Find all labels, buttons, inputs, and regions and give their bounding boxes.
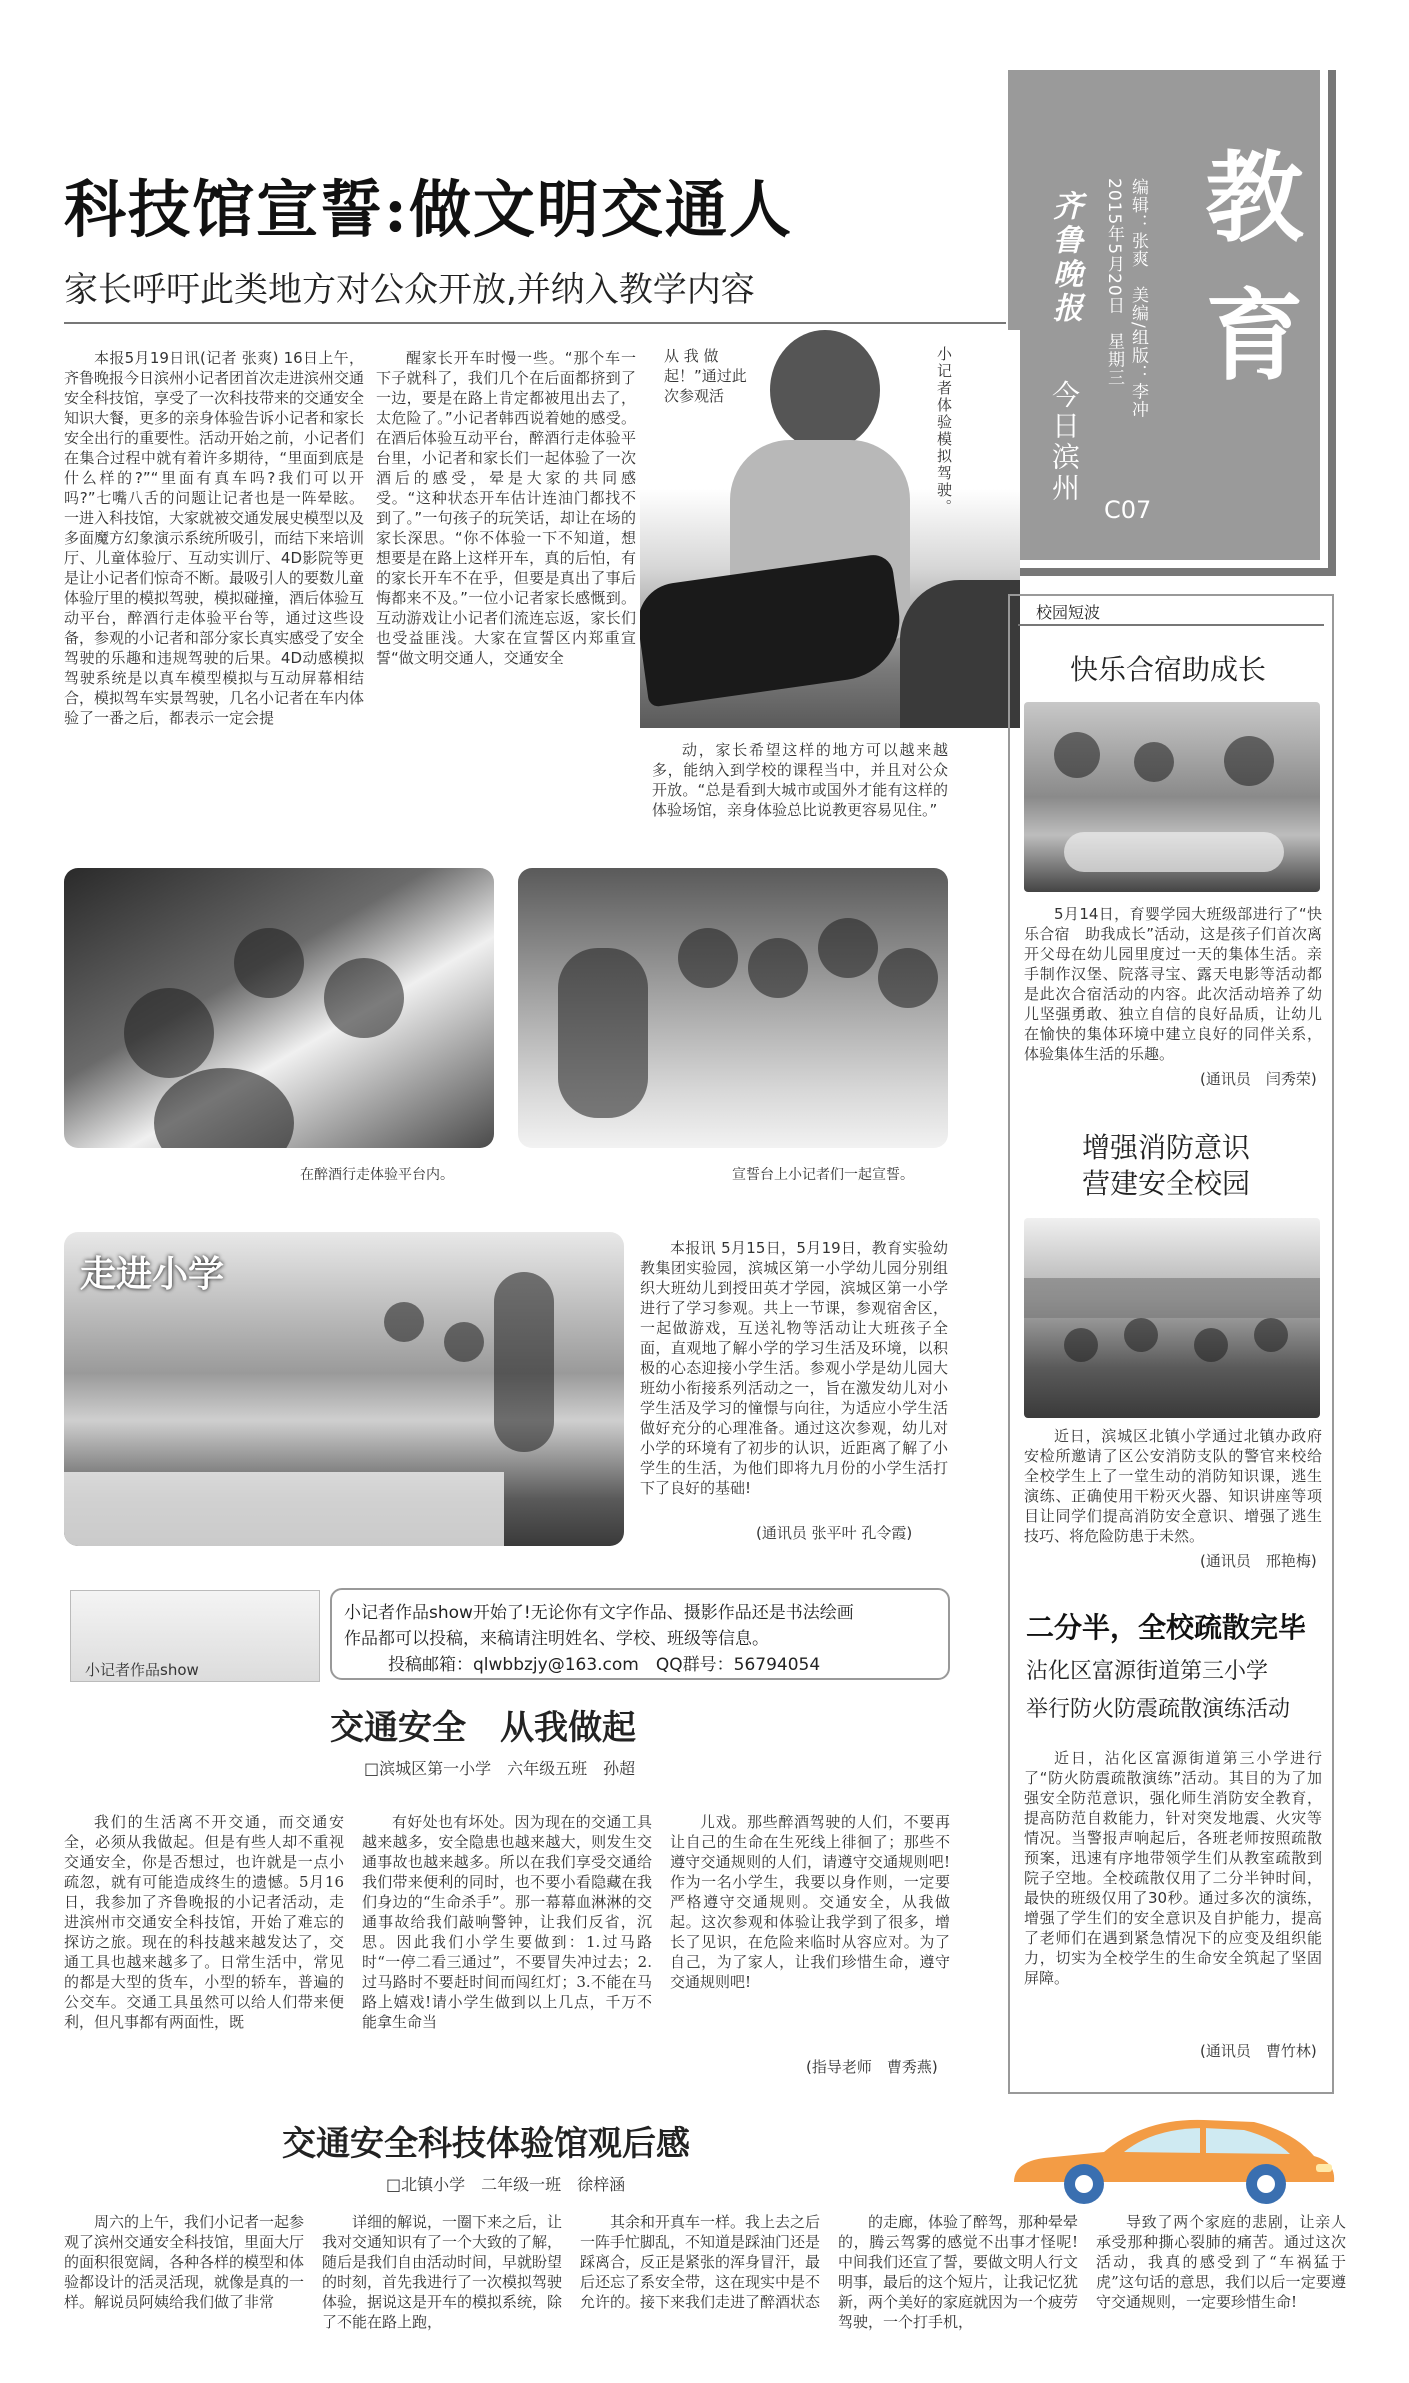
article-column-1: 本报5月19日讯(记者 张爽) 16日上午，齐鲁晚报今日滨州小记者团首次走进滨州交通安全科技馆，享受了一次科技带来的交通安全知识大餐，更多的亲身体验告诉小记者和家长安全出行的重要性。活动开始之前，小记者们在集合过程中就有着许多期待，“里面到底是什么样的?”“里面有真车吗?我们可以开吗?”七嘴八舌的问题让记者也是一阵晕眩。一进入科技馆，大家就被交通发展史模型以及多面魔方幻象演示系统所吸引，而结下来培训厅、儿童体验厅、互动实训厅、4D影院等更是让小记者们惊奇不断。最吸引人的要数儿童体验厅里的模拟驾驶，模拟碰撞，酒后体验互动平台，醉酒行走体验平台等，通过这些设备，参观的小记者和部分家长真实感受了安全驾驶的乐趣和违规驾驶的后果。4D动感模拟驾驶系统是以真车模型模拟与互动屏幕相结合，模拟驾车实景驾驶，几名小记者在车内体验了一番之后，都表示一定会提 — [64, 349, 364, 727]
sidebar-item3-credit: (通讯员 曹竹林) — [1200, 2042, 1317, 2060]
essay1-column-2: 有好处也有坏处。因为现在的交通工具越来越多，安全隐患也越来越大，则发生交通事故也越来越多。所以在我们享受交通给我们带来便利的同时，也不要小看隐藏在我们身边的“生命杀手”。那一幕幕血淋淋的交通事故给我们敲响警钟，让我们反省，沉思。因此我们小学生要做到：1.过马路时“一停二看三通过”，不要冒失冲过去；2.过马路时不要赶时间而闯红灯；3.不能在马路上嬉戏!请小学生做到以上几点，千万不能拿生命当 — [362, 1813, 652, 2031]
essay2-column-1: 周六的上午，我们小记者一起参观了滨州交通安全科技馆，里面大厅的面积很宽阔，各种各样的模型和体验都设计的活灵活现，就像是真的一样。解说员阿姨给我们做了非常 — [64, 2213, 304, 2311]
school-visit-photo — [64, 1232, 624, 1546]
editor-line: 编辑：张爽 美编/组版：李冲 — [1128, 178, 1148, 419]
sidebar-item3-sub-1: 沾化区富源街道第三小学 — [1026, 1659, 1269, 1684]
main-title: 科技馆宣誓:做文明交通人 — [64, 173, 793, 246]
school-visit-credit: (通讯员 张平叶 孔令霞) — [756, 1524, 913, 1542]
title-divider — [64, 322, 1006, 324]
date-line: 2015年5月20日 星期三 — [1104, 178, 1124, 387]
essay2-byline: □北镇小学 二年级一班 徐梓涵 — [386, 2175, 626, 2194]
sidebar-header-rule — [1018, 624, 1324, 626]
essay2-column-3: 其余和开真车一样。我上去之后一阵手忙脚乱，不知道是踩油门还是踩离合，反正是紧张的浑身冒汗，最后还忘了系安全带，这在现实中是不允许的。接下来我们走进了醉酒状态 — [580, 2213, 820, 2311]
school-visit-body: 本报讯 5月15日，5月19日，教育实验幼教集团实验园，滨城区第一小学幼儿园分别组织大班幼儿到授田英才学园，滨城区第一小学进行了学习参观。共上一节课，参观宿舍区，一起做游戏，互送礼物等活动让大班孩子全面，直观地了解小学的学习生活及环境，以积极的心态迎接小学生活。参观小学是幼儿园大班幼小衔接系列活动之一，旨在激发幼儿对小学生活及学习的憧憬与向往，为适应小学生活做好充分的心理准备。通过这次参观，幼儿对小学的环境有了初步的认识，近距离了解了小学生的生活，为他们即将九月份的小学生活打下了良好的基础! — [640, 1239, 948, 1497]
sidebar-item1-photo — [1024, 702, 1320, 892]
show-label: 小记者作品show — [85, 1661, 199, 1679]
article-column-2: 醒家长开车时慢一些。“那个车一下子就科了，我们几个在后面都挤到了一边，要是在路上肯定都被甩出去了，太危险了。”小记者韩西说着她的感受。在酒后体验互动平台，醉酒行走体验平台里，小记者和家长们一起体验了一次酒后的感受，晕是大家的共同感受。“这种状态开车估计连油门都找不到了。”一句孩子的玩笑话，却让在场的家长深思。“你不体验一下不知道，想想要是在路上这样开车，真的后怕，有的家长开车不在乎，但要是真出了事后悔都来不及。”一位小记者家长感慨到。互动游戏让小记者们流连忘返，家长们也受益匪浅。大家在宣誓区内郑重宣誓“做文明交通人，交通安全 — [376, 349, 636, 667]
sidebar-item3-body: 近日，沾化区富源街道第三小学进行了“防火防震疏散演练”活动。其目的为了加强安全防范意识，强化师生消防安全教育，提高防范自救能力，针对突发地震、火灾等情况。当警报声响起后，各班老师按照疏散预案，迅速有序地带领学生们从教室疏散到院子空地。全校疏散仅用了二分半钟时间，最快的班级仅用了30秒。通过多次的演练，增强了学生们的安全意识及自护能力，提高了老师们在遇到紧急情况下的应变及组织能力，切实为全校学生的生命安全筑起了坚固屏障。 — [1024, 1749, 1322, 1987]
sidebar-item3-sub-2: 举行防火防震疏散演练活动 — [1026, 1697, 1291, 1722]
essay1-byline: □滨城区第一小学 六年级五班 孙超 — [364, 1759, 636, 1778]
brand-logo: 齐鲁晚报 — [1047, 190, 1082, 326]
essay2-column-5: 导致了两个家庭的悲剧，让亲人承受那种撕心裂肺的痛苦。通过这次活动，我真的感受到了“车祸猛于虎”这句话的意思，我们以后一定要遵守交通规则，一定要珍惜生命! — [1096, 2213, 1346, 2311]
sidebar-item2-title-2: 营建安全校园 — [1082, 1167, 1251, 1200]
show-line-2: 作品都可以投稿，来稿请注明姓名、学校、班级等信息。 — [344, 1629, 769, 1649]
essay2-title: 交通安全科技体验馆观后感 — [282, 2124, 690, 2164]
section-masthead — [1008, 70, 1336, 576]
sidebar-item1-credit: (通讯员 闫秀荣) — [1200, 1070, 1317, 1088]
essay2-column-2: 详细的解说，一圈下来之后，让我对交通知识有了一个大致的了解，随后是我们自由活动时间，早就盼望的时刻，首先我进行了一次模拟驾驶体验，据说这是开车的模拟系统，除了不能在路上跑， — [322, 2213, 562, 2331]
essay1-title: 交通安全 从我做起 — [330, 1708, 636, 1748]
sidebar-item2-photo — [1024, 1218, 1320, 1418]
essay1-column-1: 我们的生活离不开交通，而交通安全，必须从我做起。但是有些人却不重视交通安全，你是否想过，也许就是一点小疏忽，就有可能造成终生的遗憾。5月16日，我参加了齐鲁晚报的小记者活动，走进滨州市交通安全科技馆，开始了难忘的探访之旅。现在的科技越来越发达了，交通工具也越来越多了。日常生活中，常见的都是大型的货车，小型的轿车，普遍的公交车。交通工具虽然可以给人们带来便利，但凡事都有两面性，既 — [64, 1813, 344, 2031]
main-subtitle: 家长呼吁此类地方对公众开放,并纳入教学内容 — [64, 270, 755, 310]
essay1-credit: (指导老师 曹秀燕) — [806, 2058, 938, 2076]
oath-photo — [518, 868, 948, 1148]
show-line-3: 投稿邮箱：qlwbbzjy@163.com QQ群号：56794054 — [388, 1655, 821, 1675]
essay1-column-3: 儿戏。那些醉酒驾驶的人们，不要再让自己的生命在生死线上徘徊了；那些不遵守交通规则的人们，请遵守交通规则吧!作为一名小学生，我要以身作则，一定要严格遵守交通规则。交通安全，从我做起。这次参观和体验让我学到了很多，增长了见识，在危险来临时从容应对。为了自己，为了家人，让我们珍惜生命，遵守交通规则吧! — [670, 1813, 950, 1991]
section-label: 教育 — [1189, 146, 1304, 422]
sidebar-item2-title-1: 增强消防意识 — [1082, 1131, 1251, 1164]
caption-left: 在醉酒行走体验平台内。 — [300, 1167, 454, 1183]
edition-name: 今日滨州 — [1048, 380, 1081, 504]
essay2-column-4: 的走廊，体验了醉驾，那种晕晕的，腾云驾雾的感觉不出事才怪呢!中间我们还宣了誓，要做文明人行文明事，最后的这个短片，让我记忆犹新，两个美好的家庭就因为一个疲劳驾驶，一个打手机， — [838, 2213, 1078, 2331]
photo-side-caption: 小记者体验模拟驾驶。 — [935, 346, 953, 516]
sidebar-item2-body: 近日，滨城区北镇小学通过北镇办政府安检所邀请了区公安消防支队的警官来校给全校学生上了一堂生动的消防知识课，逃生演练、正确使用干粉灭火器、知识讲座等项目让同学们提高消防安全意识、增强了逃生技巧、将危险防患于未然。 — [1024, 1427, 1322, 1545]
show-banner-box — [330, 1588, 950, 1680]
photo-inline-caption: 从 我 做 起！”通过此次参观活 — [664, 347, 747, 405]
sidebar-item2-credit: (通讯员 邢艳梅) — [1200, 1552, 1317, 1570]
sidebar-header: 校园短波 — [1036, 603, 1101, 622]
drunk-walk-photo — [64, 868, 494, 1148]
sidebar-item1-title: 快乐合宿助成长 — [1070, 653, 1267, 686]
page-number: C07 — [1104, 496, 1152, 524]
car-illustration — [1004, 2112, 1344, 2208]
show-banner-thumb — [70, 1590, 320, 1682]
caption-right: 宣誓台上小记者们一起宣誓。 — [732, 1167, 914, 1183]
sidebar-item3-title: 二分半，全校疏散完毕 — [1026, 1611, 1307, 1644]
sidebar-item1-body: 5月14日，育婴学园大班级部进行了“快乐合宿 助我成长”活动，这是孩子们首次离开父母在幼儿园里度过一天的集体生活。亲手制作汉堡、院落寻宝、露天电影等活动都是此次合宿活动的内容。此次活动培养了幼儿坚强勇敢、独立自信的良好品质，让幼儿在愉快的集体环境中建立良好的同伴关系，体验集体生活的乐趣。 — [1024, 905, 1322, 1063]
article-column-3: 动，家长希望这样的地方可以越来越多，能纳入到学校的课程当中，并且对公众开放。“总是看到大城市或国外才能有这样的体验场馆，亲身体验总比说教更容易见住。” — [652, 741, 948, 819]
show-line-1: 小记者作品show开始了!无论你有文字作品、摄影作品还是书法绘画 — [344, 1603, 854, 1623]
school-visit-tag: 走进小学 — [80, 1254, 225, 1295]
